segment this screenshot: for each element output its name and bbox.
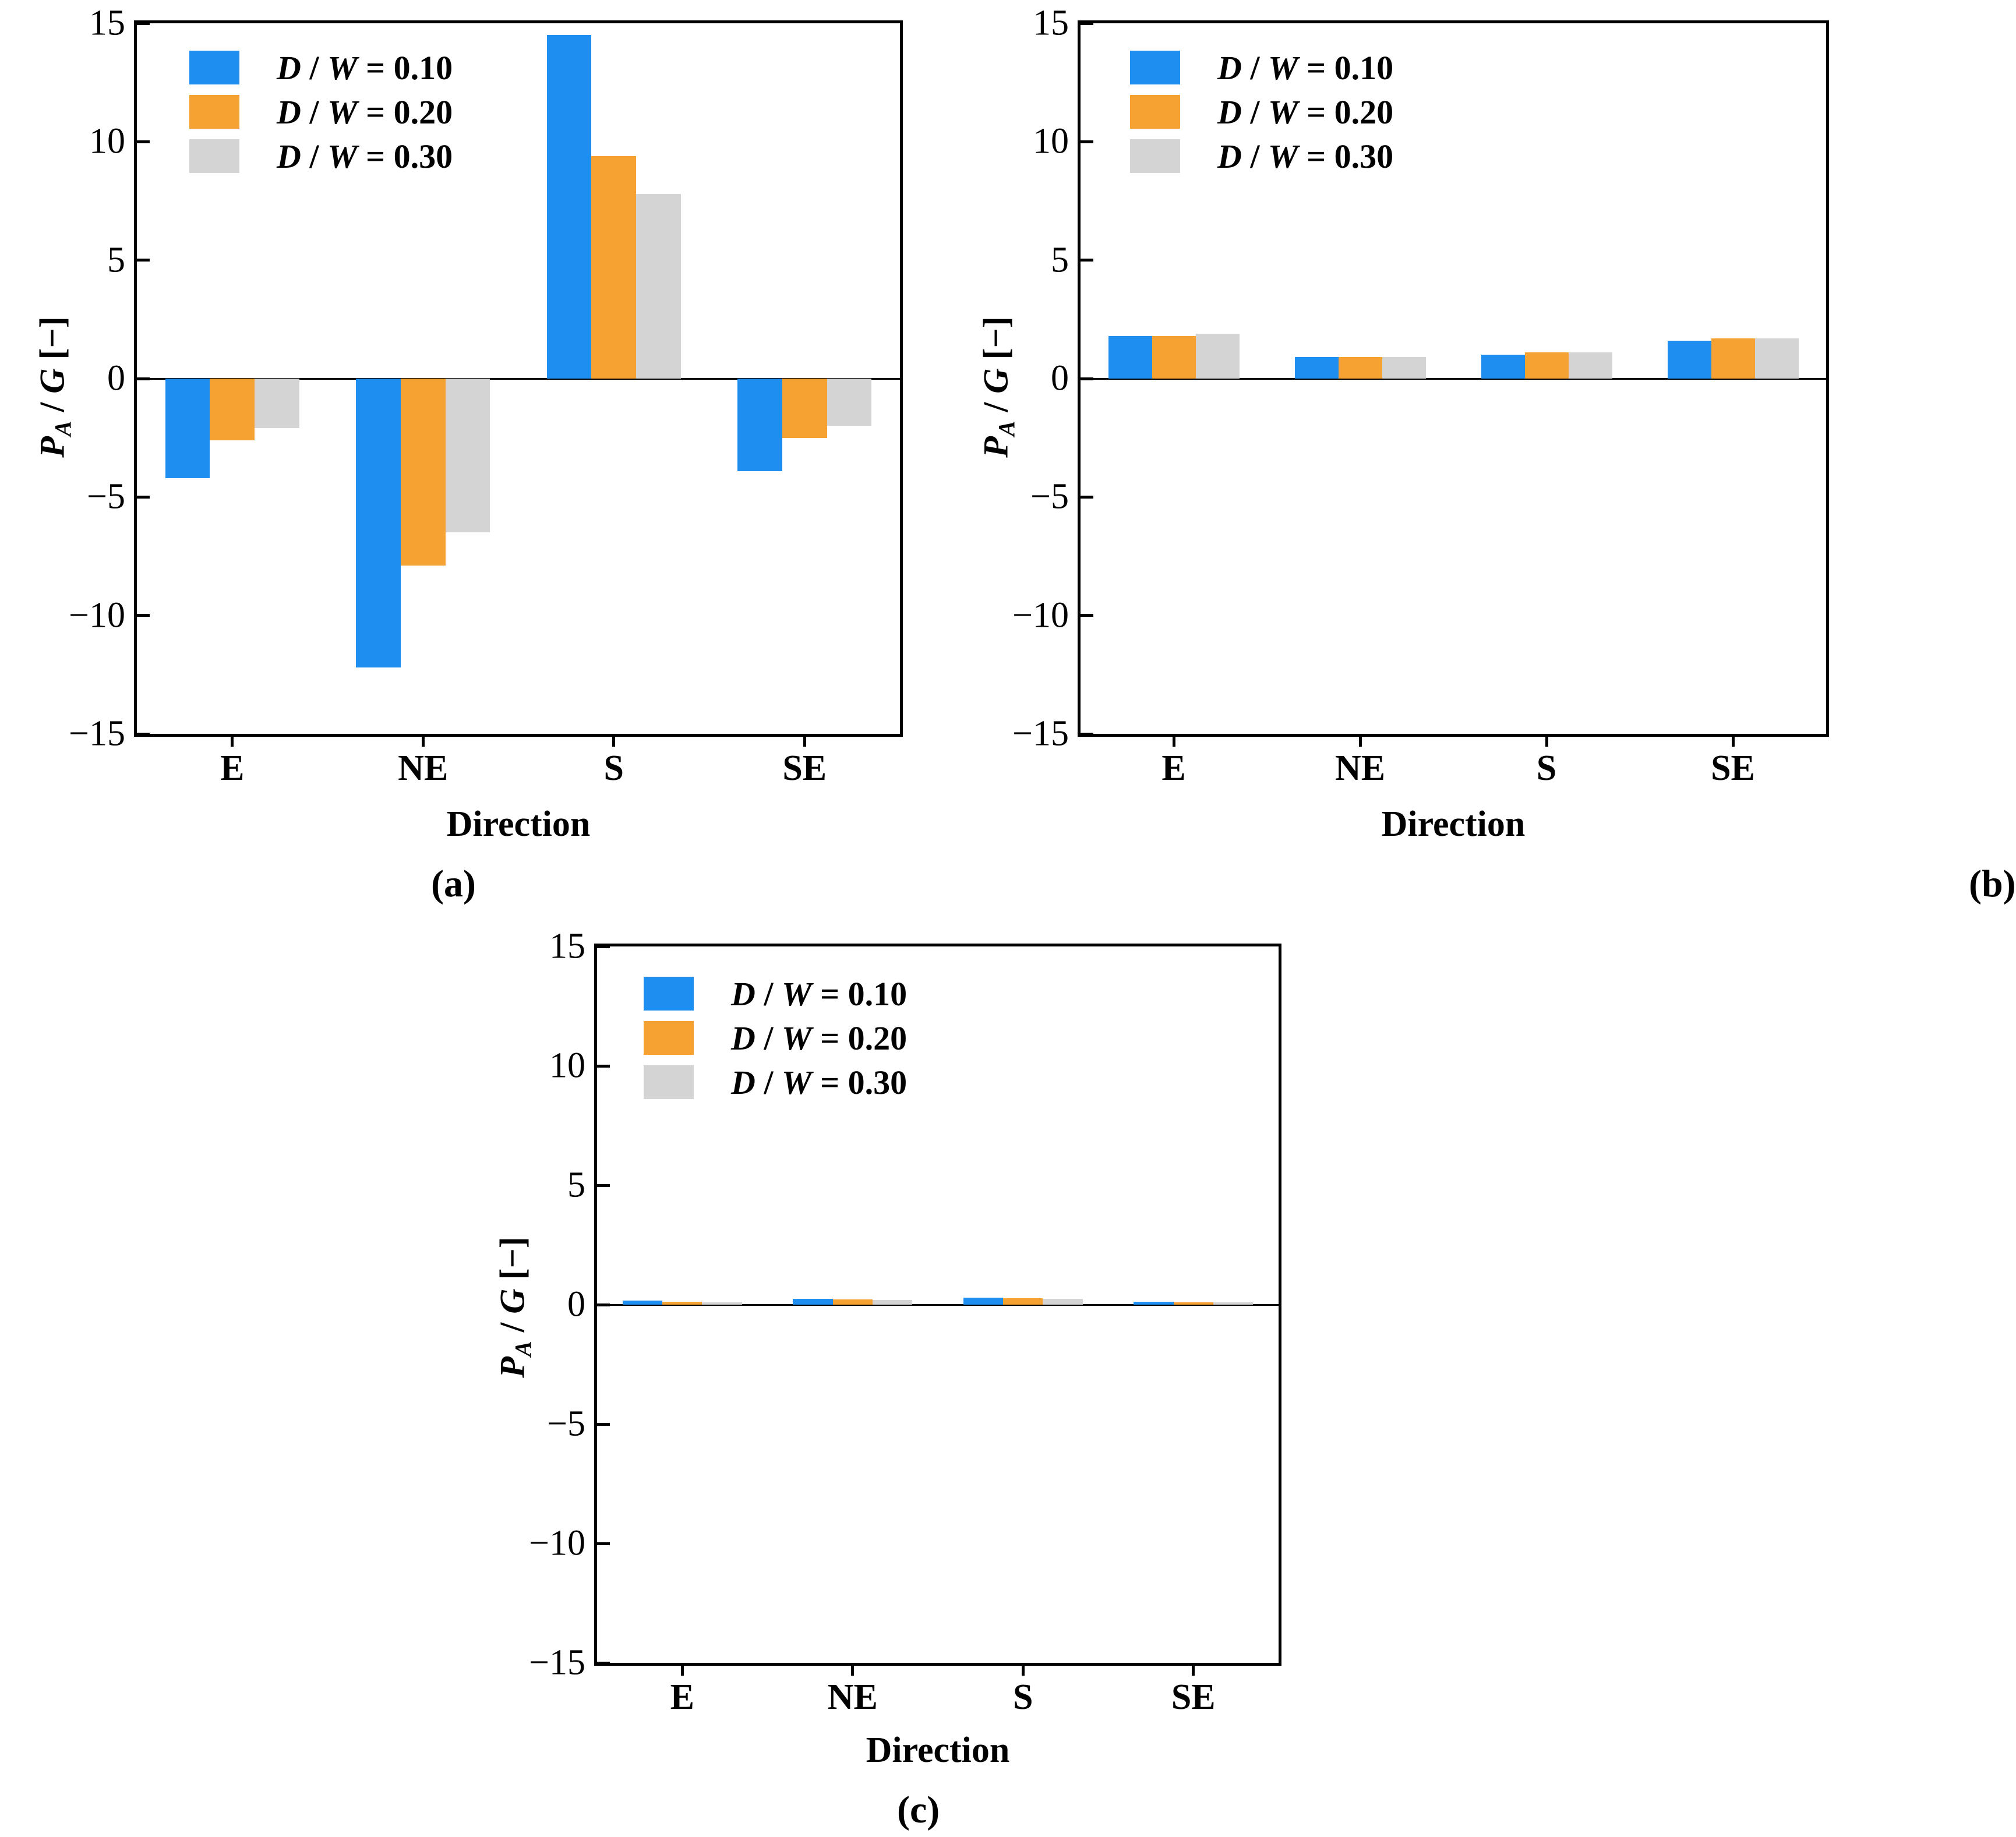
y-axis-tick <box>1081 733 1093 736</box>
y-axis-tick <box>1081 259 1093 262</box>
legend-swatch <box>644 1021 694 1055</box>
bar <box>873 1300 912 1305</box>
y-axis-tick-label: 15 <box>549 926 585 966</box>
y-axis-tick <box>137 22 150 25</box>
y-axis-tick-label: −10 <box>69 595 125 635</box>
bar <box>827 379 872 426</box>
bar <box>401 379 446 566</box>
bar <box>1525 352 1569 379</box>
panel-b-plot-area <box>1012 3 1829 788</box>
x-axis-tick-label: S <box>603 748 624 788</box>
y-axis-tick <box>137 614 150 617</box>
y-axis-tick <box>137 733 150 736</box>
legend-swatch <box>644 977 694 1011</box>
x-axis-tick <box>1173 734 1175 747</box>
bar <box>1196 334 1240 379</box>
bar <box>1003 1298 1043 1305</box>
bar <box>1152 336 1196 379</box>
legend-label: D / W = 0.20 <box>277 93 453 131</box>
x-axis-tick <box>1022 1663 1025 1676</box>
panel-a <box>0 0 926 909</box>
x-axis-tick-label: NE <box>827 1677 878 1717</box>
panel-c-caption: (c) <box>897 1789 940 1831</box>
panel-c-plot-area <box>529 926 1281 1717</box>
y-axis-tick <box>597 945 610 948</box>
legend-item <box>189 138 453 174</box>
bar <box>833 1299 873 1305</box>
x-axis-tick-label: NE <box>398 748 449 788</box>
bar <box>623 1301 662 1305</box>
bar <box>356 379 401 667</box>
bar <box>1755 338 1799 379</box>
bar <box>1174 1302 1213 1305</box>
y-axis-tick <box>1081 22 1093 25</box>
y-axis-tick-label: −15 <box>1012 713 1069 754</box>
x-axis-tick-label: E <box>220 748 245 788</box>
y-axis-tick-label: −5 <box>1030 476 1069 517</box>
bar <box>446 379 490 532</box>
y-axis-tick-label: 0 <box>107 358 125 398</box>
legend-label: D / W = 0.20 <box>1217 93 1394 131</box>
legend-item <box>644 976 907 1012</box>
x-axis-tick <box>1545 734 1548 747</box>
y-axis-tick <box>597 1065 610 1068</box>
x-axis-tick-label: E <box>1161 748 1186 788</box>
bar <box>702 1302 742 1305</box>
legend-item <box>189 94 453 130</box>
bar <box>165 379 210 478</box>
x-axis-tick <box>231 734 234 747</box>
x-axis-tick <box>1192 1663 1195 1676</box>
bar <box>210 379 255 440</box>
bar <box>1213 1302 1253 1305</box>
panel-b <box>955 0 2016 909</box>
x-axis-tick-label: SE <box>782 748 827 788</box>
x-axis-tick <box>803 734 806 747</box>
y-axis-tick-label: 15 <box>89 3 125 43</box>
legend-label: D / W = 0.30 <box>277 137 453 175</box>
panel-a-plot-area <box>69 3 903 788</box>
y-axis-tick-label: 0 <box>1051 358 1069 398</box>
x-axis-tick-label: E <box>670 1677 694 1717</box>
bar <box>1108 336 1152 379</box>
bar <box>1569 352 1612 379</box>
panel-c <box>466 914 1375 1835</box>
legend-swatch <box>189 51 239 84</box>
bar <box>737 379 782 471</box>
x-axis-tick <box>1359 734 1362 747</box>
y-axis-tick-label: 5 <box>1051 240 1069 280</box>
bar <box>591 156 636 379</box>
y-axis-tick-label: −5 <box>547 1404 585 1444</box>
y-axis-tick <box>1081 496 1093 499</box>
panel-c-x-axis-title: Direction <box>866 1730 1010 1770</box>
bar <box>1711 338 1755 379</box>
bar <box>782 379 827 438</box>
y-axis-tick <box>137 140 150 143</box>
bar <box>1481 355 1525 379</box>
bar <box>1382 357 1426 379</box>
x-axis-tick-label: S <box>1013 1677 1033 1717</box>
legend-swatch <box>644 1065 694 1099</box>
legend-item <box>644 1020 907 1056</box>
legend-swatch <box>1130 51 1180 84</box>
legend-swatch <box>189 139 239 173</box>
y-axis-tick-label: −10 <box>529 1523 585 1563</box>
y-axis-tick <box>1081 614 1093 617</box>
x-axis-tick-label: S <box>1536 748 1557 788</box>
legend-item <box>1130 94 1393 130</box>
bar <box>636 194 681 379</box>
y-axis-tick <box>597 1423 610 1426</box>
bar <box>1134 1302 1173 1305</box>
y-axis-tick <box>137 259 150 262</box>
x-axis-tick <box>422 734 425 747</box>
panel-b-y-axis-title: $P_A$ / G [−] <box>976 316 1020 458</box>
legend-item <box>1130 138 1393 174</box>
y-axis-tick <box>137 496 150 499</box>
legend-swatch <box>189 95 239 129</box>
x-axis-tick <box>1732 734 1735 747</box>
y-axis-tick-label: −10 <box>1012 595 1069 635</box>
x-axis-tick <box>612 734 615 747</box>
legend-label: D / W = 0.10 <box>731 974 908 1013</box>
panel-b-x-axis-title: Direction <box>1381 804 1526 844</box>
x-axis-tick <box>851 1663 854 1676</box>
y-axis-tick-label: 5 <box>107 240 125 280</box>
legend-item <box>644 1064 907 1100</box>
bar <box>1295 357 1339 379</box>
bar <box>1043 1299 1082 1305</box>
y-axis-tick <box>597 1542 610 1545</box>
legend-swatch <box>1130 95 1180 129</box>
y-axis-tick-label: 10 <box>89 121 125 161</box>
panel-a-caption: (a) <box>431 863 476 905</box>
y-axis-tick-label: 10 <box>549 1045 585 1086</box>
legend-swatch <box>1130 139 1180 173</box>
y-axis-tick <box>1081 140 1093 143</box>
y-axis-tick-label: 10 <box>1033 121 1069 161</box>
panel-a-y-axis-title: $P_A$ / G [−] <box>33 316 76 458</box>
bar <box>255 379 299 428</box>
legend <box>644 976 907 1108</box>
legend-label: D / W = 0.10 <box>277 48 453 87</box>
legend-label: D / W = 0.30 <box>731 1063 908 1101</box>
bar <box>1668 341 1711 379</box>
y-axis-tick-label: 0 <box>567 1284 585 1324</box>
bar <box>793 1299 832 1305</box>
bar <box>547 35 592 379</box>
legend-item <box>189 50 453 86</box>
bar <box>963 1298 1003 1305</box>
bar <box>1339 357 1382 379</box>
legend <box>1130 50 1393 182</box>
x-axis-tick <box>681 1663 684 1676</box>
y-axis-tick-label: −5 <box>87 476 125 517</box>
legend <box>189 50 453 182</box>
legend-label: D / W = 0.30 <box>1217 137 1394 175</box>
legend-label: D / W = 0.20 <box>731 1019 908 1057</box>
panel-b-caption: (b) <box>1969 863 2016 905</box>
y-axis-tick-label: −15 <box>529 1642 585 1683</box>
y-axis-tick-label: 15 <box>1033 3 1069 43</box>
x-axis-tick-label: NE <box>1334 748 1386 788</box>
y-axis-tick <box>597 1184 610 1187</box>
panel-c-y-axis-title: $P_A$ / G [−] <box>493 1237 536 1378</box>
y-axis-tick-label: −15 <box>69 713 125 754</box>
bar <box>662 1302 702 1305</box>
panel-a-x-axis-title: Direction <box>446 804 591 844</box>
y-axis-tick <box>597 1662 610 1665</box>
x-axis-tick-label: SE <box>1711 748 1755 788</box>
y-axis-tick-label: 5 <box>567 1165 585 1205</box>
legend-label: D / W = 0.10 <box>1217 48 1394 87</box>
legend-item <box>1130 50 1393 86</box>
x-axis-tick-label: SE <box>1171 1677 1216 1717</box>
